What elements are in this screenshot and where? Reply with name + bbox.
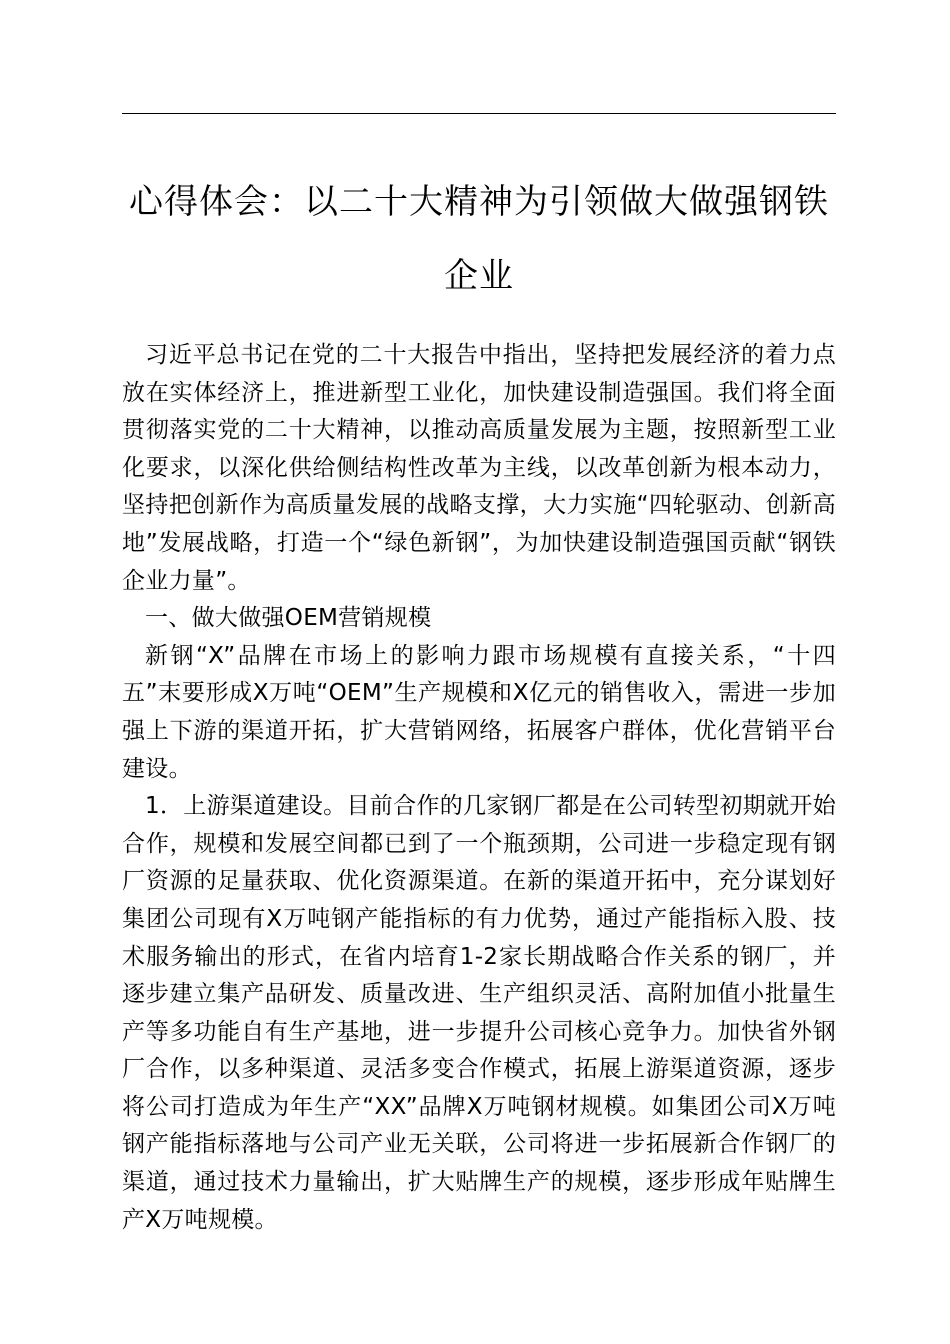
document-title: 心得体会：以二十大精神为引领做大做强钢铁企业 [129,182,829,296]
header-rule [122,113,836,114]
subsection-paragraph: 1．上游渠道建设。目前合作的几家钢厂都是在公司转型初期就开始合作，规模和发展空间都已到了一个瓶颈期，公司进一步稳定现有钢厂资源的足量获取、优化资源渠道。在新的渠道开拓中，充分谋划好集团公司现有X万吨钢产能指标的有力优势，通过产能指标入股、技术服务输出的形式，在省内培育1-2家长期战略合作关系的钢厂，并逐步建立集产品研发、质量改进、生产组织灵活、高附加值小批量生产等多功能自有生产基地，进一步提升公司核心竞争力。加快省外钢厂合作，以多种渠道、灵活多变合作模式，拓展上游渠道资源，逐步将公司打造成为年生产“XX”品牌X万吨钢材规模。如集团公司X万吨钢产能指标落地与公司产业无关联，公司将进一步拓展新合作钢厂的渠道，通过技术力量输出，扩大贴牌生产的规模，逐步形成年贴牌生产X万吨规模。 [122,793,836,1233]
document-body [122,337,836,1239]
section-paragraph: 新钢“X”品牌在市场上的影响力跟市场规模有直接关系，“十四五”末要形成X万吨“OEM”生产规模和X亿元的销售收入，需进一步加强上下游的渠道开拓，扩大营销网络，拓展客户群体，优化营销平台建设。 [122,642,836,782]
section-heading: 一、做大做强OEM营销规模 [145,605,432,632]
intro-paragraph: 习近平总书记在党的二十大报告中指出，坚持把发展经济的着力点放在实体经济上，推进新型工业化，加快建设制造强国。我们将全面贯彻落实党的二十大精神，以推动高质量发展为主题，按照新型工业化要求，以深化供给侧结构性改革为主线，以改革创新为根本动力，坚持把创新作为高质量发展的战略支撑，大力实施“四轮驱动、创新高地”发展战略，打造一个“绿色新钢”，为加快建设制造强国贡献“钢铁企业力量”。 [122,342,836,594]
